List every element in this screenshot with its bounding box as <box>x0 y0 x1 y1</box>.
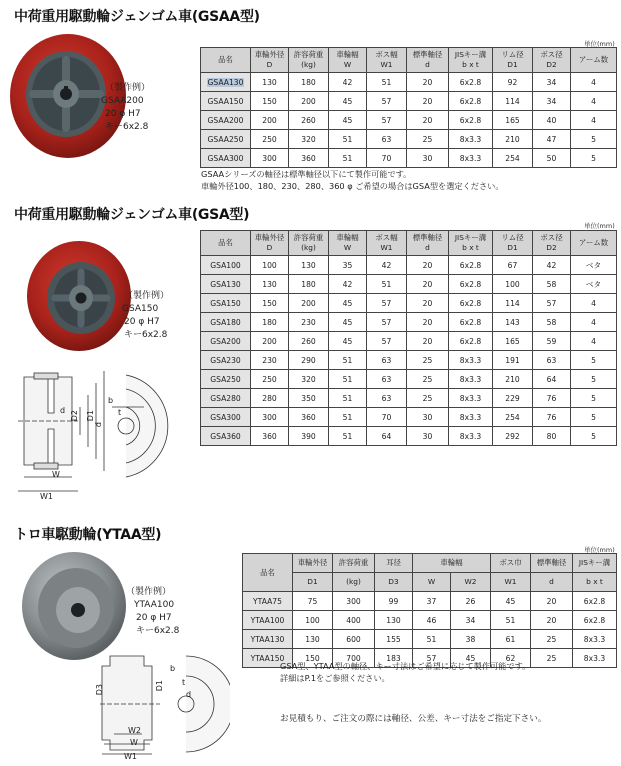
cell: 200 <box>289 294 329 313</box>
table-row <box>201 256 617 275</box>
cell: 290 <box>289 351 329 370</box>
table-row <box>201 92 617 111</box>
cell: 600 <box>333 630 375 649</box>
header-sub: D1 <box>293 573 333 592</box>
section-title-gsaa: 中荷重用駆動輪ジェンゴム車(GSAA型) <box>14 9 260 25</box>
caption-line: キー6x2.8 <box>105 122 149 132</box>
cell: YTAA75 <box>243 592 293 611</box>
cell: 8x3.3 <box>449 427 493 446</box>
dim-d3: D3 <box>95 684 104 696</box>
header-sub: d <box>531 573 573 592</box>
cell: 61 <box>491 630 531 649</box>
gsaa-notes <box>201 168 504 192</box>
cell: 57 <box>367 92 407 111</box>
cell: 51 <box>329 149 367 168</box>
dim-b: b <box>170 664 176 673</box>
table-header-row <box>201 231 617 256</box>
section-title-gsa: 中荷重用駆動輪ジェンゴム車(GSA型) <box>14 207 250 223</box>
cell: 8x3.3 <box>449 149 493 168</box>
header-product: 品名 <box>243 554 293 592</box>
cell: 51 <box>413 630 451 649</box>
cell: 50 <box>533 149 571 168</box>
cell: 51 <box>491 611 531 630</box>
header-boss-width: ボス幅 W1 <box>367 231 407 256</box>
cell: 25 <box>407 130 449 149</box>
table-header-row <box>201 48 617 73</box>
table-row <box>201 427 617 446</box>
cell: 6x2.8 <box>449 73 493 92</box>
cell: GSA150 <box>201 294 251 313</box>
header-sub: (kg) <box>333 573 375 592</box>
header-shaft: 標準軸径 d <box>407 48 449 73</box>
cell: 180 <box>289 275 329 294</box>
note-line: 車輪外径100、180、230、280、360 φ ご希望の場合はGSA型を選定ください。 <box>201 181 504 191</box>
cell: 20 <box>407 275 449 294</box>
gsa-dimension-drawing <box>14 365 194 507</box>
cell: 180 <box>289 73 329 92</box>
cell: 180 <box>251 313 289 332</box>
cell: 200 <box>289 92 329 111</box>
cell: 8x3.3 <box>449 351 493 370</box>
cell: 30 <box>407 149 449 168</box>
cell: 58 <box>533 275 571 294</box>
cell: 150 <box>251 294 289 313</box>
cell: 51 <box>367 275 407 294</box>
cell: 130 <box>251 275 289 294</box>
caption-line: 20 φ H7 <box>136 613 172 623</box>
header-sub: b x t <box>573 573 617 592</box>
cell: 37 <box>413 592 451 611</box>
header-flange: 耳径 <box>375 554 413 573</box>
cell: 25 <box>407 389 449 408</box>
cell: 6x2.8 <box>449 92 493 111</box>
cell: 183 <box>375 649 413 668</box>
cell: 4 <box>571 92 617 111</box>
cell: 8x3.3 <box>573 649 617 668</box>
cell: 47 <box>533 130 571 149</box>
cell: GSA300 <box>201 408 251 427</box>
cell: 45 <box>451 649 491 668</box>
cell: YTAA150 <box>243 649 293 668</box>
cell: 59 <box>533 332 571 351</box>
cell: 5 <box>571 427 617 446</box>
cell: 6x2.8 <box>449 111 493 130</box>
cell: 42 <box>367 256 407 275</box>
cell: YTAA100 <box>243 611 293 630</box>
cell: 51 <box>329 427 367 446</box>
note-line: 詳細はP.1をご参照ください。 <box>280 673 390 683</box>
cell: 150 <box>293 649 333 668</box>
cell: 6x2.8 <box>449 256 493 275</box>
header-shaft: 標準軸径 <box>531 554 573 573</box>
cell: 42 <box>533 256 571 275</box>
cell: 114 <box>493 92 533 111</box>
cell: GSAA300 <box>201 149 251 168</box>
cell: 700 <box>333 649 375 668</box>
header-diameter: 車輪外径 <box>293 554 333 573</box>
cell: 30 <box>407 408 449 427</box>
cell: 45 <box>329 294 367 313</box>
cell: 8x3.3 <box>573 630 617 649</box>
cell: 40 <box>533 111 571 130</box>
cell: 100 <box>493 275 533 294</box>
cell: 42 <box>329 275 367 294</box>
header-product: 品名 <box>201 48 251 73</box>
cell: 25 <box>407 351 449 370</box>
dim-w: W <box>52 470 60 479</box>
caption-line: 20 φ H7 <box>105 109 141 119</box>
cell: 230 <box>251 351 289 370</box>
cell: 4 <box>571 294 617 313</box>
cell: 6x2.8 <box>449 332 493 351</box>
dim-t: t <box>182 678 186 687</box>
header-shaft: 標準軸径 d <box>407 231 449 256</box>
cell: 390 <box>289 427 329 446</box>
cell: 6x2.8 <box>573 611 617 630</box>
header-arms: アーム数 <box>571 231 617 256</box>
cell: 6x2.8 <box>449 275 493 294</box>
header-boss-dia: ボス径 D2 <box>533 48 571 73</box>
header-load: 許容荷重 (kg) <box>289 231 329 256</box>
cell: GSA360 <box>201 427 251 446</box>
cell: ベタ <box>571 275 617 294</box>
dim-d1: D1 <box>86 410 95 422</box>
cell: 230 <box>289 313 329 332</box>
cell: GSAA130 <box>201 73 251 92</box>
header-diameter: 車輪外径 D <box>251 48 289 73</box>
dim-w1: W1 <box>40 492 53 501</box>
cell: GSA130 <box>201 275 251 294</box>
cell: 20 <box>531 592 573 611</box>
cell: 165 <box>493 111 533 130</box>
cell: 20 <box>407 73 449 92</box>
cell: 130 <box>375 611 413 630</box>
ytaa-example-caption <box>126 586 180 638</box>
header-key: JISキー溝 b x t <box>449 231 493 256</box>
cell: 45 <box>329 92 367 111</box>
table-row <box>201 408 617 427</box>
cell: GSA200 <box>201 332 251 351</box>
cell: GSA250 <box>201 370 251 389</box>
cell: 114 <box>493 294 533 313</box>
header-key: JISキー溝 b x t <box>449 48 493 73</box>
cell: 155 <box>375 630 413 649</box>
cell: 4 <box>571 313 617 332</box>
cell: 20 <box>407 294 449 313</box>
cell: GSA100 <box>201 256 251 275</box>
cell: 45 <box>329 111 367 130</box>
cell: 20 <box>407 313 449 332</box>
gsa-spec-table <box>200 230 617 446</box>
table-row <box>201 275 617 294</box>
cell: 45 <box>329 313 367 332</box>
caption-line: （製作例） <box>124 291 170 301</box>
caption-line: キー6x2.8 <box>136 626 180 636</box>
header-sub: D3 <box>375 573 413 592</box>
cell: 80 <box>533 427 571 446</box>
cell: 57 <box>367 294 407 313</box>
cell: 20 <box>407 111 449 130</box>
cell: 100 <box>251 256 289 275</box>
cell: 360 <box>251 427 289 446</box>
cell: 76 <box>533 389 571 408</box>
cell: 20 <box>407 256 449 275</box>
cell: 4 <box>571 332 617 351</box>
cell: 25 <box>531 649 573 668</box>
cell: 62 <box>491 649 531 668</box>
cell: GSAA250 <box>201 130 251 149</box>
cell: 26 <box>451 592 491 611</box>
cell: 254 <box>493 149 533 168</box>
cell: 250 <box>251 370 289 389</box>
cell: 5 <box>571 149 617 168</box>
cell: 400 <box>333 611 375 630</box>
cell: 229 <box>493 389 533 408</box>
caption-line: キー6x2.8 <box>124 330 168 340</box>
cell: 57 <box>367 111 407 130</box>
cell: 5 <box>571 370 617 389</box>
cell: 200 <box>251 111 289 130</box>
cell: 5 <box>571 408 617 427</box>
cell: 34 <box>533 92 571 111</box>
table-row <box>201 313 617 332</box>
header-diameter: 車輪外径 D <box>251 231 289 256</box>
cell: 34 <box>533 73 571 92</box>
table-row <box>201 389 617 408</box>
dim-d-outer: d <box>94 422 103 428</box>
dim-t: t <box>118 408 122 417</box>
cell: 70 <box>367 149 407 168</box>
cell: 63 <box>367 389 407 408</box>
cell: GSA230 <box>201 351 251 370</box>
header-key: JISキー溝 <box>573 554 617 573</box>
cell: 260 <box>289 332 329 351</box>
cell: 51 <box>329 351 367 370</box>
cell: 143 <box>493 313 533 332</box>
cell: 8x3.3 <box>449 130 493 149</box>
header-width: 車輪幅 <box>413 554 491 573</box>
header-load: 許容荷重 (kg) <box>289 48 329 73</box>
cell: 191 <box>493 351 533 370</box>
table-row <box>201 294 617 313</box>
ytaa-wheel-photo <box>20 550 128 662</box>
cell: ベタ <box>571 256 617 275</box>
gsaa-spec-table <box>200 47 617 168</box>
dim-w1: W1 <box>124 752 137 761</box>
table-row <box>201 351 617 370</box>
cell: 25 <box>407 370 449 389</box>
cell: 30 <box>407 427 449 446</box>
note-line: GSA型、YTAA型の軸径、キー寸法はご希望に応じて製作可能です。 <box>280 661 531 671</box>
caption-line: GSA150 <box>122 304 159 314</box>
cell: 130 <box>289 256 329 275</box>
header-rim: リム径 D1 <box>493 231 533 256</box>
cell: 38 <box>451 630 491 649</box>
unit-label: 単位(mm) <box>584 546 615 554</box>
gsaa-example-caption <box>101 82 151 134</box>
header-sub: W1 <box>491 573 531 592</box>
caption-line: （製作例） <box>126 587 172 597</box>
table-row <box>201 370 617 389</box>
cell: GSAA150 <box>201 92 251 111</box>
cell: 300 <box>251 408 289 427</box>
cell: 6x2.8 <box>449 313 493 332</box>
header-boss-width: ボス巾 <box>491 554 531 573</box>
cell: 57 <box>367 313 407 332</box>
dim-d1: D1 <box>155 680 164 692</box>
cell: YTAA130 <box>243 630 293 649</box>
cell: 20 <box>407 332 449 351</box>
cell: 360 <box>289 408 329 427</box>
cell: 57 <box>367 332 407 351</box>
note-line: GSAAシリーズの軸径は標準軸径以下にて製作可能です。 <box>201 169 412 179</box>
cell: 6x2.8 <box>573 592 617 611</box>
cell: 25 <box>531 630 573 649</box>
cell: 280 <box>251 389 289 408</box>
table-header-row <box>243 554 617 573</box>
cell: 350 <box>289 389 329 408</box>
table-row <box>243 611 617 630</box>
cell: 64 <box>367 427 407 446</box>
cell: 8x3.3 <box>449 370 493 389</box>
ytaa-dimension-drawing <box>100 650 230 762</box>
caption-line: （製作例） <box>105 83 151 93</box>
cell: 210 <box>493 370 533 389</box>
dim-b: b <box>108 396 114 405</box>
cell: 165 <box>493 332 533 351</box>
dim-w: W <box>130 738 138 747</box>
cell: GSA280 <box>201 389 251 408</box>
dim-d2: D2 <box>70 410 79 422</box>
cell: 46 <box>413 611 451 630</box>
header-sub: W2 <box>451 573 491 592</box>
cell: 57 <box>413 649 451 668</box>
cell: 75 <box>293 592 333 611</box>
table-row <box>201 149 617 168</box>
header-load: 許容荷重 <box>333 554 375 573</box>
cell: 300 <box>251 149 289 168</box>
caption-line: GSAA200 <box>101 96 144 106</box>
table-row <box>243 630 617 649</box>
section-title-ytaa: トロ車駆動輪(YTAA型) <box>14 527 162 543</box>
header-product: 品名 <box>201 231 251 256</box>
cell: 200 <box>251 332 289 351</box>
cell: 70 <box>367 408 407 427</box>
cell: 320 <box>289 370 329 389</box>
cell: 67 <box>493 256 533 275</box>
gsa-example-caption <box>124 290 169 342</box>
cell: 63 <box>533 351 571 370</box>
cell: 20 <box>531 611 573 630</box>
caption-line: YTAA100 <box>134 600 175 610</box>
cell: GSAA200 <box>201 111 251 130</box>
cell: 4 <box>571 73 617 92</box>
cell: 76 <box>533 408 571 427</box>
cell: 51 <box>329 408 367 427</box>
table-row <box>243 592 617 611</box>
cell: 8x3.3 <box>449 408 493 427</box>
cell: 320 <box>289 130 329 149</box>
cell: 63 <box>367 351 407 370</box>
cell: 51 <box>367 73 407 92</box>
unit-label: 単位(mm) <box>584 222 615 230</box>
cell: 5 <box>571 389 617 408</box>
header-width: 車輪幅 W <box>329 48 367 73</box>
cell: 51 <box>329 130 367 149</box>
cell: 34 <box>451 611 491 630</box>
table-row <box>201 332 617 351</box>
cell: 4 <box>571 111 617 130</box>
cell: 51 <box>329 389 367 408</box>
cell: 130 <box>293 630 333 649</box>
table-header-row <box>243 573 617 592</box>
header-boss-dia: ボス径 D2 <box>533 231 571 256</box>
order-footer-note: お見積もり、ご注文の際には軸径、公差、キー寸法をご指定下さい。 <box>280 714 547 724</box>
dim-d: d <box>186 690 192 699</box>
caption-line: 20 φ H7 <box>124 317 160 327</box>
header-arms: アーム数 <box>571 48 617 73</box>
cell: 45 <box>329 332 367 351</box>
cell: 35 <box>329 256 367 275</box>
cell: 292 <box>493 427 533 446</box>
header-rim: リム径 D1 <box>493 48 533 73</box>
unit-label: 単位(mm) <box>584 40 615 48</box>
cell: GSA180 <box>201 313 251 332</box>
dim-d: d <box>60 406 66 415</box>
cell: 360 <box>289 149 329 168</box>
gsa-wheel-photo <box>26 240 132 352</box>
ytaa-spec-table <box>242 553 617 668</box>
cell: 210 <box>493 130 533 149</box>
cell: 63 <box>367 130 407 149</box>
cell: 260 <box>289 111 329 130</box>
cell: 254 <box>493 408 533 427</box>
cell: 130 <box>251 73 289 92</box>
cell: 150 <box>251 92 289 111</box>
cell: 99 <box>375 592 413 611</box>
header-width: 車輪幅 W <box>329 231 367 256</box>
cell: 45 <box>491 592 531 611</box>
table-row <box>201 73 617 92</box>
cell: 300 <box>333 592 375 611</box>
header-boss-width: ボス幅 W1 <box>367 48 407 73</box>
cell: 100 <box>293 611 333 630</box>
cell: 250 <box>251 130 289 149</box>
cell: 8x3.3 <box>449 389 493 408</box>
cell: 64 <box>533 370 571 389</box>
ytaa-notes <box>280 660 530 684</box>
cell: 42 <box>329 73 367 92</box>
cell: 5 <box>571 130 617 149</box>
header-sub: W <box>413 573 451 592</box>
table-row <box>201 111 617 130</box>
cell: 20 <box>407 92 449 111</box>
cell: 5 <box>571 351 617 370</box>
table-row <box>201 130 617 149</box>
cell: 63 <box>367 370 407 389</box>
cell: 6x2.8 <box>449 294 493 313</box>
cell: 57 <box>533 294 571 313</box>
dim-w2: W2 <box>128 726 141 735</box>
cell: 58 <box>533 313 571 332</box>
cell: 51 <box>329 370 367 389</box>
cell: 92 <box>493 73 533 92</box>
